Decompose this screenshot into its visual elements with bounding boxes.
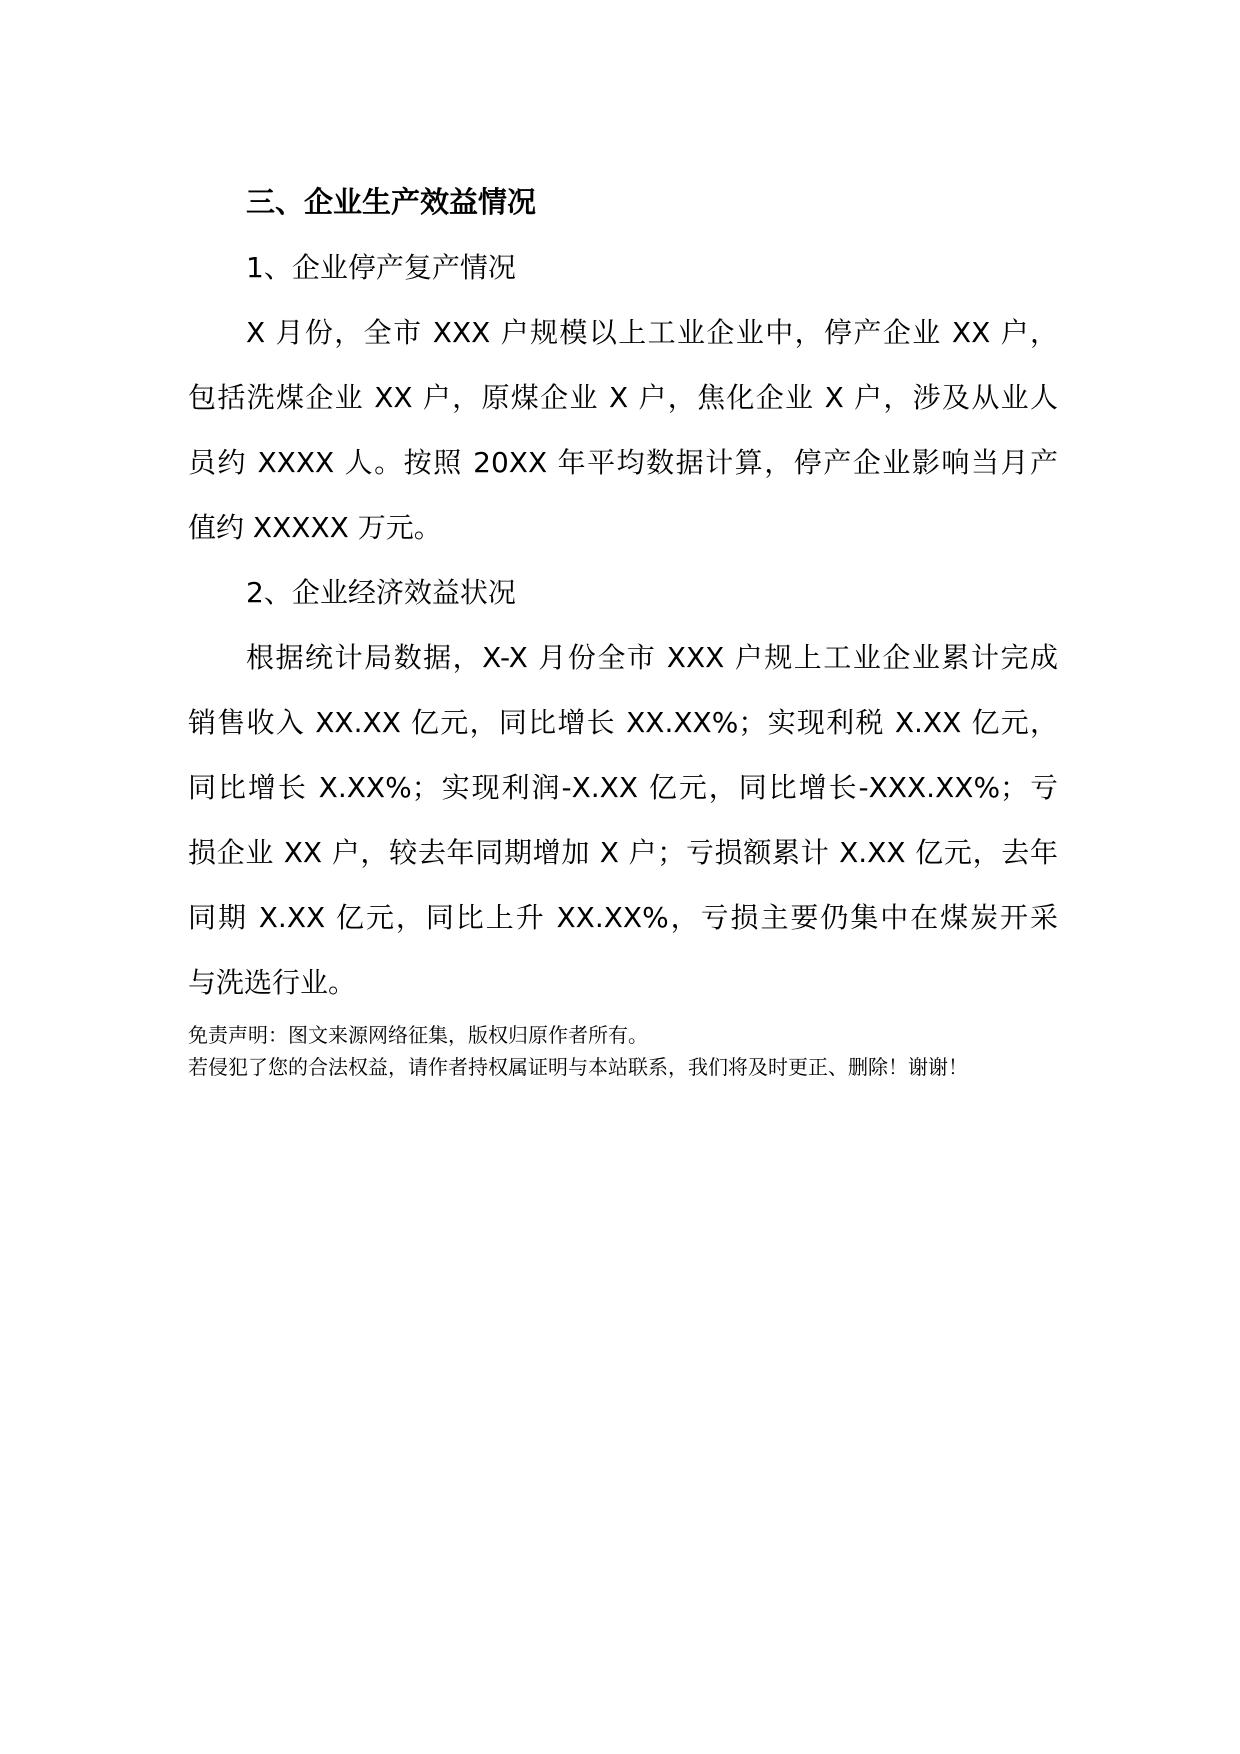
disclaimer-line-2: 若侵犯了您的合法权益，请作者持权属证明与本站联系，我们将及时更正、删除！谢谢！: [188, 1055, 968, 1079]
paragraph-line: X 月份，全市 XXX 户规模以上工业企业中，停产企业 XX 户，: [246, 316, 1058, 349]
document-body: [188, 170, 1058, 1083]
subsection-2-title: 2、企业经济效益状况: [246, 576, 516, 609]
subsection-2-paragraph: [188, 625, 1058, 1015]
paragraph-line: 损企业 XX 户，较去年同期增加 X 户；亏损额累计 X.XX 亿元，去年: [188, 836, 1058, 869]
paragraph-line: 销售收入 XX.XX 亿元，同比增长 XX.XX%；实现利税 X.XX 亿元，: [188, 706, 1058, 739]
paragraph-line: 包括洗煤企业 XX 户，原煤企业 X 户，焦化企业 X 户，涉及从业人: [188, 381, 1058, 414]
paragraph-line: 值约 XXXXX 万元。: [188, 511, 442, 544]
paragraph-line: 同比增长 X.XX%；实现利润-X.XX 亿元，同比增长-XXX.XX%；亏: [188, 771, 1058, 804]
disclaimer: [188, 1019, 1058, 1083]
subsection-1-title: 1、企业停产复产情况: [246, 251, 516, 284]
subsection-1-paragraph: [188, 300, 1058, 560]
paragraph-line: 同期 X.XX 亿元，同比上升 XX.XX%，亏损主要仍集中在煤炭开采: [188, 901, 1058, 934]
paragraph-line: 员约 XXXX 人。按照 20XX 年平均数据计算，停产企业影响当月产: [188, 446, 1058, 479]
disclaimer-line-1: 免责声明：图文来源网络征集，版权归原作者所有。: [188, 1023, 648, 1047]
paragraph-line: 根据统计局数据，X-X 月份全市 XXX 户规上工业企业累计完成: [246, 641, 1058, 674]
paragraph-line: 与洗选行业。: [188, 966, 357, 999]
section-title: 三、企业生产效益情况: [246, 185, 537, 219]
